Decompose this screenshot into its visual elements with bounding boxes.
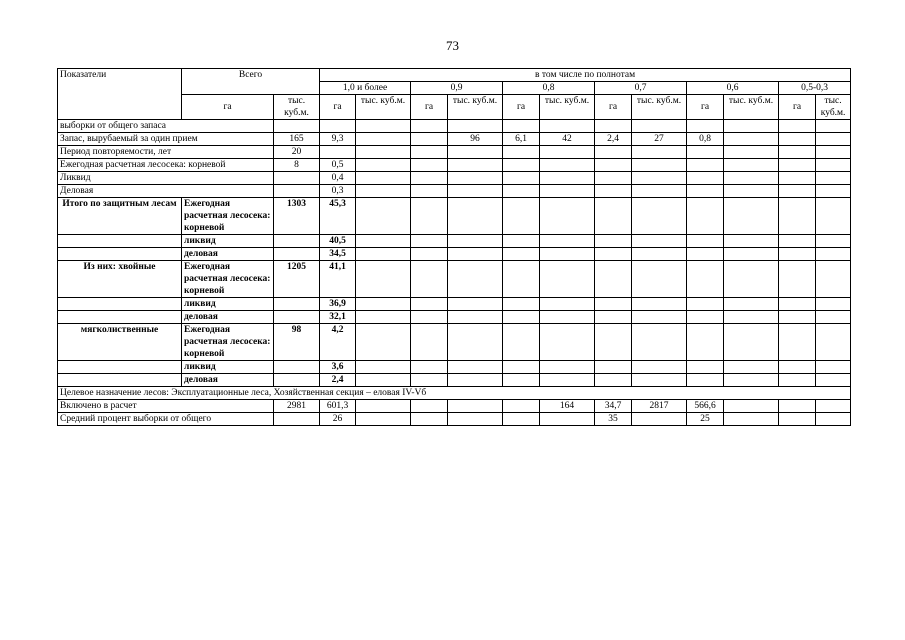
table-row [58,374,851,387]
value-cell [632,172,687,185]
empty-cell [687,374,724,387]
empty-cell [540,298,595,311]
header-unit-ha: га [182,95,274,120]
value-cell [540,413,595,426]
empty-cell [779,198,816,235]
empty-cell [779,324,816,361]
row-label: выборки от общего запаса [58,120,274,133]
empty-cell [595,198,632,235]
value-cell [411,159,448,172]
empty-cell [687,298,724,311]
page-number: 73 [446,38,459,53]
empty-cell [448,374,503,387]
table-row [58,235,851,248]
empty-cell [411,298,448,311]
empty-cell [687,324,724,361]
value-cell [595,159,632,172]
value-cell: 165 [274,133,320,146]
empty-cell [540,374,595,387]
value-cell [356,146,411,159]
group-label: мягколиственные [58,324,182,361]
value-cell [356,120,411,133]
value-cell [724,159,779,172]
value-cell: 42 [540,133,595,146]
value-cell: 34,7 [595,400,632,413]
empty-cell [816,248,851,261]
value-cell [779,133,816,146]
value-cell: 2,4 [595,133,632,146]
row-label: Включено в расчет [58,400,274,413]
value-cell [411,400,448,413]
empty-cell [779,235,816,248]
value-cell: 566,6 [687,400,724,413]
group-vol-value: 32,1 [320,311,356,324]
value-cell [779,172,816,185]
group-label [58,235,182,248]
empty-cell [632,298,687,311]
value-cell [274,413,320,426]
value-cell [724,146,779,159]
group-label [58,361,182,374]
value-cell [411,185,448,198]
empty-cell [503,311,540,324]
value-cell: 0,4 [320,172,356,185]
empty-cell [448,311,503,324]
value-cell: 26 [320,413,356,426]
value-cell: 601,3 [320,400,356,413]
empty-cell [356,361,411,374]
group-vol-value: 36,9 [320,298,356,311]
value-cell [724,185,779,198]
value-cell [503,400,540,413]
group-label [58,298,182,311]
empty-cell [540,324,595,361]
empty-cell [724,311,779,324]
value-cell [448,413,503,426]
empty-cell [411,311,448,324]
section-title: Целевое назначение лесов: Эксплуатационные леса, Хозяйственная секция – еловая IV-Vб [58,387,851,400]
empty-cell [816,298,851,311]
empty-cell [816,374,851,387]
value-cell [816,400,851,413]
value-cell [448,120,503,133]
table-row [58,261,851,298]
empty-cell [503,235,540,248]
header-unit-ha: га [687,95,724,120]
table-row [58,159,851,172]
empty-cell [595,361,632,374]
empty-cell [411,324,448,361]
table-row [58,198,851,235]
empty-cell [448,198,503,235]
group-vol-value: 41,1 [320,261,356,298]
header-density-group: 0,7 [595,82,687,95]
value-cell [687,172,724,185]
empty-cell [724,198,779,235]
empty-cell [595,248,632,261]
empty-cell [356,298,411,311]
empty-cell [356,311,411,324]
group-sublabel: ликвид [182,361,274,374]
value-cell [320,146,356,159]
value-cell: 2817 [632,400,687,413]
empty-cell [724,374,779,387]
group-ha-value [274,235,320,248]
header-unit-ha: га [595,95,632,120]
value-cell [632,120,687,133]
value-cell [356,400,411,413]
group-vol-value: 2,4 [320,374,356,387]
empty-cell [595,374,632,387]
empty-cell [503,248,540,261]
group-ha-value: 1205 [274,261,320,298]
empty-cell [411,261,448,298]
value-cell [687,120,724,133]
header-row-1 [58,69,851,82]
value-cell [687,185,724,198]
empty-cell [540,311,595,324]
value-cell: 8 [274,159,320,172]
header-unit-vol: тыс. куб.м. [632,95,687,120]
value-cell: 35 [595,413,632,426]
value-cell [632,146,687,159]
value-cell: 2981 [274,400,320,413]
value-cell [595,185,632,198]
header-density-group: 0,5-0,3 [779,82,851,95]
value-cell [274,172,320,185]
value-cell [448,400,503,413]
header-unit-ha: га [411,95,448,120]
value-cell [411,133,448,146]
value-cell [411,413,448,426]
row-label: Запас, вырубаемый за один прием [58,133,274,146]
empty-cell [779,361,816,374]
header-density-group: 0,6 [687,82,779,95]
table-row [58,298,851,311]
value-cell [540,172,595,185]
group-sublabel: ликвид [182,235,274,248]
empty-cell [687,261,724,298]
empty-cell [356,248,411,261]
empty-cell [411,361,448,374]
group-sublabel: Ежегодная расчетная лесосека: корневой [182,261,274,298]
group-label [58,248,182,261]
header-density-group: 0,9 [411,82,503,95]
empty-cell [816,361,851,374]
empty-cell [411,248,448,261]
table-row [58,413,851,426]
empty-cell [816,198,851,235]
header-unit-vol: тыс. куб.м. [274,95,320,120]
group-label [58,374,182,387]
group-vol-value: 34,5 [320,248,356,261]
group-label: Из них: хвойные [58,261,182,298]
group-vol-value: 40,5 [320,235,356,248]
value-cell [448,146,503,159]
empty-cell [632,261,687,298]
value-cell: 9,3 [320,133,356,146]
value-cell [411,172,448,185]
empty-cell [503,324,540,361]
value-cell [503,413,540,426]
empty-cell [595,261,632,298]
empty-cell [632,374,687,387]
value-cell [595,172,632,185]
group-ha-value: 98 [274,324,320,361]
empty-cell [356,374,411,387]
header-unit-vol: тыс. куб.м. [724,95,779,120]
empty-cell [632,324,687,361]
group-sublabel: деловая [182,311,274,324]
value-cell [687,159,724,172]
value-cell [540,159,595,172]
empty-cell [356,261,411,298]
header-indicators: Показатели [58,69,182,120]
value-cell [724,120,779,133]
empty-cell [503,261,540,298]
value-cell [503,146,540,159]
value-cell: 96 [448,133,503,146]
group-ha-value [274,311,320,324]
value-cell [356,159,411,172]
value-cell [448,185,503,198]
value-cell [816,133,851,146]
value-cell [816,146,851,159]
header-unit-vol: тыс. куб.м. [540,95,595,120]
empty-cell [595,324,632,361]
empty-cell [448,324,503,361]
group-vol-value: 3,6 [320,361,356,374]
empty-cell [632,311,687,324]
group-sublabel: Ежегодная расчетная лесосека: корневой [182,198,274,235]
empty-cell [632,248,687,261]
value-cell [540,185,595,198]
value-cell [779,146,816,159]
row-label: Ежегодная расчетная лесосека: корневой [58,159,274,172]
empty-cell [503,361,540,374]
empty-cell [724,235,779,248]
value-cell [724,172,779,185]
value-cell [411,146,448,159]
empty-cell [503,198,540,235]
value-cell [724,133,779,146]
value-cell: 0,3 [320,185,356,198]
table-row [58,324,851,361]
empty-cell [687,248,724,261]
value-cell [448,172,503,185]
value-cell: 27 [632,133,687,146]
empty-cell [540,198,595,235]
value-cell [540,120,595,133]
value-cell [503,120,540,133]
value-cell [724,413,779,426]
value-cell: 0,5 [320,159,356,172]
empty-cell [356,235,411,248]
value-cell [816,120,851,133]
empty-cell [724,298,779,311]
table-row [58,400,851,413]
table-body [58,69,851,426]
value-cell [274,120,320,133]
value-cell [816,159,851,172]
group-sublabel: деловая [182,374,274,387]
empty-cell [632,235,687,248]
empty-cell [779,298,816,311]
value-cell [595,146,632,159]
empty-cell [595,311,632,324]
empty-cell [632,198,687,235]
value-cell [632,185,687,198]
header-total: Всего [182,69,320,95]
empty-cell [540,248,595,261]
header-density-group: 0,8 [503,82,595,95]
group-ha-value [274,374,320,387]
group-ha-value [274,361,320,374]
value-cell [632,413,687,426]
empty-cell [356,198,411,235]
value-cell: 164 [540,400,595,413]
empty-cell [816,324,851,361]
group-label: Итого по защитным лесам [58,198,182,235]
empty-cell [724,248,779,261]
empty-cell [724,361,779,374]
row-label: Ликвид [58,172,274,185]
group-sublabel: деловая [182,248,274,261]
group-ha-value: 1303 [274,198,320,235]
empty-cell [448,298,503,311]
empty-cell [724,261,779,298]
empty-cell [503,374,540,387]
value-cell [448,159,503,172]
value-cell [274,185,320,198]
empty-cell [687,235,724,248]
group-ha-value [274,298,320,311]
group-sublabel: Ежегодная расчетная лесосека: корневой [182,324,274,361]
empty-cell [779,248,816,261]
value-cell [356,413,411,426]
empty-cell [448,361,503,374]
value-cell [503,159,540,172]
value-cell [779,400,816,413]
value-cell [540,146,595,159]
value-cell [356,185,411,198]
table-row [58,146,851,159]
empty-cell [448,248,503,261]
table-row [58,172,851,185]
value-cell [779,120,816,133]
header-density-group: 1,0 и более [320,82,411,95]
group-sublabel: ликвид [182,298,274,311]
value-cell [816,413,851,426]
table-row [58,361,851,374]
value-cell [816,172,851,185]
empty-cell [356,324,411,361]
value-cell [779,159,816,172]
empty-cell [540,235,595,248]
value-cell [320,120,356,133]
header-unit-vol: тыс. куб.м. [448,95,503,120]
value-cell [632,159,687,172]
empty-cell [779,374,816,387]
value-cell: 6,1 [503,133,540,146]
header-unit-vol: тыс. куб.м. [356,95,411,120]
empty-cell [540,261,595,298]
group-ha-value [274,248,320,261]
empty-cell [448,261,503,298]
value-cell [356,172,411,185]
empty-cell [503,298,540,311]
empty-cell [411,374,448,387]
empty-cell [779,261,816,298]
value-cell: 0,8 [687,133,724,146]
table-row [58,387,851,400]
value-cell: 25 [687,413,724,426]
value-cell [816,185,851,198]
group-vol-value: 45,3 [320,198,356,235]
table-row [58,133,851,146]
empty-cell [595,235,632,248]
group-vol-value: 4,2 [320,324,356,361]
value-cell: 20 [274,146,320,159]
row-label: Период повторяемости, лет [58,146,274,159]
table-row [58,185,851,198]
empty-cell [540,361,595,374]
value-cell [503,172,540,185]
empty-cell [687,311,724,324]
table-row [58,120,851,133]
value-cell [687,146,724,159]
empty-cell [816,235,851,248]
header-unit-ha: га [503,95,540,120]
empty-cell [595,298,632,311]
group-label [58,311,182,324]
value-cell [595,120,632,133]
empty-cell [724,324,779,361]
empty-cell [816,261,851,298]
header-unit-vol: тыс. куб.м. [816,95,851,120]
value-cell [779,413,816,426]
empty-cell [448,235,503,248]
value-cell [503,185,540,198]
empty-cell [687,361,724,374]
empty-cell [632,361,687,374]
value-cell [411,120,448,133]
empty-cell [687,198,724,235]
header-unit-ha: га [779,95,816,120]
empty-cell [411,198,448,235]
forest-data-table [57,68,851,426]
row-label: Деловая [58,185,274,198]
table-row [58,248,851,261]
empty-cell [816,311,851,324]
header-unit-ha: га [320,95,356,120]
empty-cell [779,311,816,324]
empty-cell [411,235,448,248]
header-by-density: в том числе по полнотам [320,69,851,82]
value-cell [779,185,816,198]
value-cell [356,133,411,146]
table-row [58,311,851,324]
row-label: Средний процент выборки от общего [58,413,274,426]
value-cell [724,400,779,413]
